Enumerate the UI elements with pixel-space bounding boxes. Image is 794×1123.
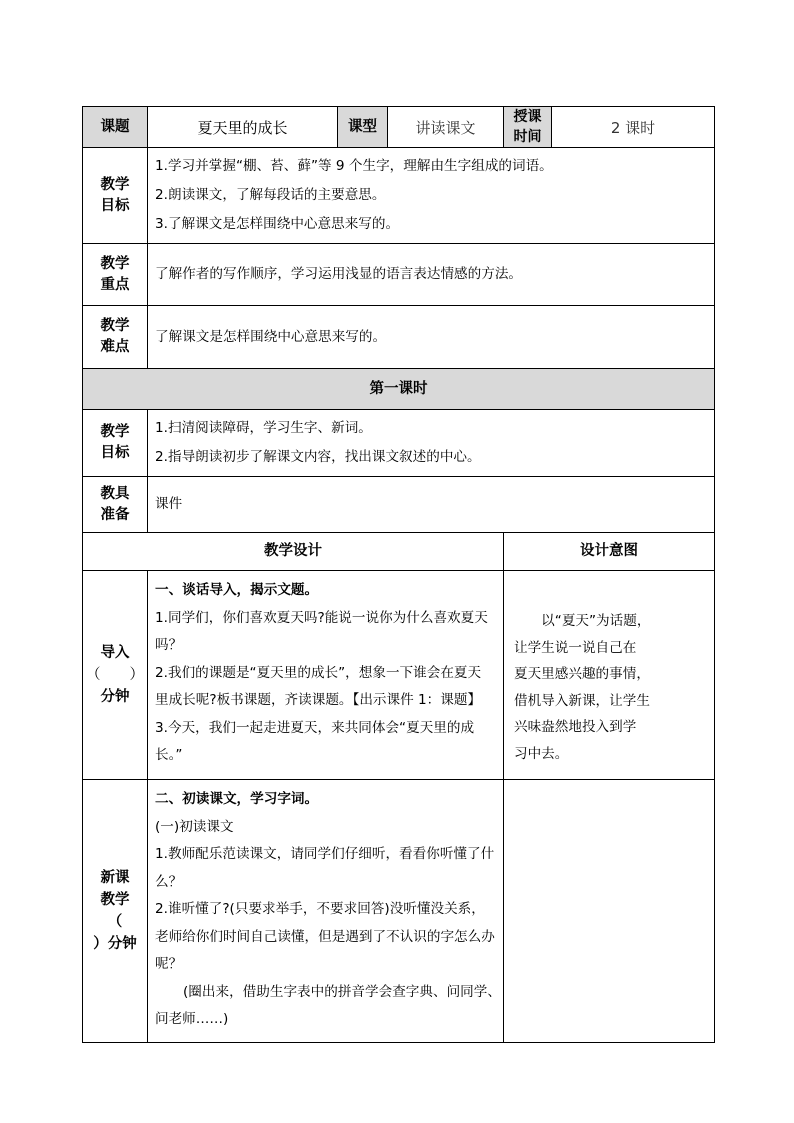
lesson1-goals-row <box>83 410 715 477</box>
goal-item: 2.朗读课文，了解每段话的主要意思。 <box>155 187 386 203</box>
intro-label-line-2: （ ） <box>86 667 144 683</box>
type-value: 讲读课文 <box>388 107 504 148</box>
goals-label-line-1: 教学 <box>100 176 130 193</box>
time-value: 2 课时 <box>552 107 715 148</box>
design-header-left: 教学设计 <box>83 533 504 571</box>
keypoints-label <box>83 244 148 306</box>
goals-label <box>83 148 148 244</box>
newlesson-row <box>83 780 715 1043</box>
topic-label: 课题 <box>83 107 148 148</box>
difficulties-content: 了解课文是怎样围绕中心意思来写的。 <box>148 306 715 369</box>
intro-line: 1.同学们，你们喜欢夏天吗?能说一说你为什么喜欢夏天 <box>155 609 488 626</box>
intro-line: 3.今天，我们一起走进夏天，来共同体会“夏天里的成 <box>155 719 475 736</box>
intro-line: 长。” <box>155 747 183 763</box>
intent-line: 借机导入新课，让学生 <box>514 692 650 709</box>
intro-intent <box>504 571 715 780</box>
intro-row <box>83 571 715 780</box>
keypoints-content: 了解作者的写作顺序，学习运用浅显的语言表达情感的方法。 <box>148 244 715 306</box>
intro-content <box>148 571 504 780</box>
newlesson-label-line-4: ）分钟 <box>93 936 137 952</box>
newlesson-label <box>83 780 148 1043</box>
intent-line: 兴味盎然地投入到学 <box>514 719 637 735</box>
header-row <box>83 107 715 148</box>
newlesson-line: 呢？ <box>155 956 183 972</box>
lesson1-goals-label <box>83 410 148 477</box>
tools-content: 课件 <box>148 477 715 533</box>
lesson-plan-sheet <box>82 106 715 1043</box>
tools-label <box>83 477 148 533</box>
tools-label-line-1: 教具 <box>100 485 130 502</box>
tools-label-line-2: 准备 <box>100 506 130 523</box>
keypoints-label-line-2: 重点 <box>100 276 130 293</box>
difficulties-row <box>83 306 715 369</box>
goal-item: 3.了解课文是怎样围绕中心意思来写的。 <box>155 216 400 232</box>
design-header-row <box>83 533 715 571</box>
intent-line: 夏天里感兴趣的事情， <box>514 666 650 682</box>
newlesson-heading: 二、初读课文，学习字词。 <box>155 791 319 807</box>
intro-line: 里成长呢?板书课题，齐读课题。【出示课件 1：课题】 <box>155 692 482 708</box>
newlesson-line: 老师给你们时间自己读懂，但是遇到了不认识的字怎么办 <box>155 928 495 945</box>
intro-label-line-3: 分钟 <box>100 689 130 705</box>
difficulties-label-line-1: 教学 <box>100 318 130 334</box>
lesson1-title: 第一课时 <box>83 369 715 410</box>
goals-row <box>83 148 715 244</box>
newlesson-line: 么？ <box>155 873 183 890</box>
goal-item: 1.学习并掌握“棚、苔、藓”等 9 个生字，理解由生字组成的词语。 <box>155 158 553 174</box>
lesson-plan-table <box>82 106 715 1043</box>
intro-heading: 一、谈话导入，揭示文题。 <box>155 582 319 598</box>
goals-content <box>148 148 715 244</box>
keypoints-row <box>83 244 715 306</box>
time-label <box>504 107 552 148</box>
newlesson-label-line-2: 教学 <box>100 892 130 908</box>
lesson1-goal-item: 1.扫清阅读障碍，学习生字、新词。 <box>155 420 372 436</box>
difficulties-label <box>83 306 148 369</box>
difficulties-label-line-2: 难点 <box>100 339 130 355</box>
topic-value: 夏天里的成长 <box>148 107 338 148</box>
intent-line: 让学生说一说自己在 <box>514 639 637 656</box>
newlesson-line: 1.教师配乐范读课文，请同学们仔细听，看看你听懂了什 <box>155 846 495 862</box>
newlesson-line: (圈出来，借助生字表中的拼音学会查字典、问同学、 <box>183 983 501 1000</box>
tools-row <box>83 477 715 533</box>
intent-line: 以“夏天”为话题， <box>514 613 651 629</box>
lesson1-banner-row <box>83 369 715 410</box>
design-header-right: 设计意图 <box>504 533 715 571</box>
newlesson-subheading: (一)初读课文 <box>155 818 234 835</box>
time-label-line-1: 授课 <box>513 109 542 125</box>
type-label: 课型 <box>338 107 388 148</box>
intro-line: 吗？ <box>155 637 183 653</box>
newlesson-line: 2.谁听懂了?(只要求举手，不要求回答)没听懂没关系， <box>155 901 485 917</box>
newlesson-label-line-3: （ <box>107 914 123 930</box>
lesson1-goal-item: 2.指导朗读初步了解课文内容，找出课文叙述的中心。 <box>155 449 481 465</box>
intent-line: 习中去。 <box>514 745 569 762</box>
intro-line: 2.我们的课题是“夏天里的成长”，想象一下谁会在夏天 <box>155 664 482 681</box>
newlesson-line: 问老师……) <box>155 1011 229 1027</box>
lesson1-goals-content <box>148 410 715 477</box>
newlesson-label-line-1: 新课 <box>100 870 130 886</box>
goals-label-line-2: 目标 <box>100 197 130 214</box>
newlesson-content <box>148 780 504 1043</box>
lesson1-goals-label-line-2: 目标 <box>100 445 130 461</box>
newlesson-intent <box>504 780 715 1043</box>
intro-label-line-1: 导入 <box>100 645 130 661</box>
time-label-line-2: 时间 <box>513 129 542 145</box>
lesson1-goals-label-line-1: 教学 <box>100 424 130 440</box>
intro-label <box>83 571 148 780</box>
keypoints-label-line-1: 教学 <box>100 255 130 272</box>
